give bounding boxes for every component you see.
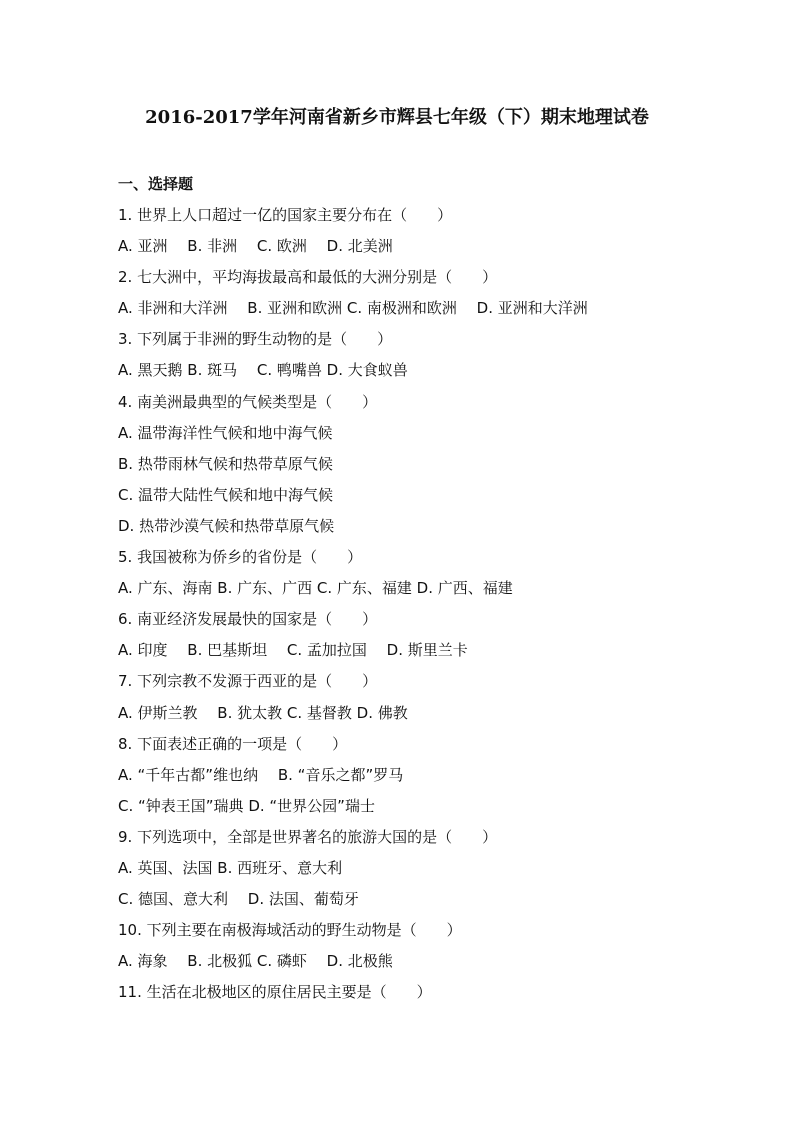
question-2: 2. 七大洲中，平均海拔最高和最低的大洲分别是（ ） <box>118 268 498 287</box>
exam-title: 2016-2017学年河南省新乡市辉县七年级（下）期末地理试卷 <box>145 107 649 128</box>
question-3-options: A. 黑天鹅 B. 斑马 C. 鸭嘴兽 D. 大食蚁兽 <box>118 361 408 380</box>
question-8-options-ab: A. “千年古都”维也纳 B. “音乐之都”罗马 <box>118 765 404 784</box>
question-9-options-cd: C. 德国、意大利 D. 法国、葡萄牙 <box>118 890 359 909</box>
question-8: 8. 下面表述正确的一项是（ ） <box>118 734 348 753</box>
question-3: 3. 下列属于非洲的野生动物的是（ ） <box>118 330 393 349</box>
question-9: 9. 下列选项中，全部是世界著名的旅游大国的是（ ） <box>118 827 498 846</box>
question-10: 10. 下列主要在南极海域活动的野生动物是（ ） <box>118 921 462 940</box>
question-4-option-b: B. 热带雨林气候和热带草原气候 <box>118 454 333 473</box>
question-1-options: A. 亚洲 B. 非洲 C. 欧洲 D. 北美洲 <box>118 237 393 256</box>
question-4-option-d: D. 热带沙漠气候和热带草原气候 <box>118 516 335 535</box>
question-7: 7. 下列宗教不发源于西亚的是（ ） <box>118 672 378 691</box>
question-8-options-cd: C. “钟表王国”瑞典 D. “世界公园”瑞士 <box>118 796 375 815</box>
question-11: 11. 生活在北极地区的原住居民主要是（ ） <box>118 983 432 1002</box>
question-7-options: A. 伊斯兰教 B. 犹太教 C. 基督教 D. 佛教 <box>118 703 408 722</box>
question-5: 5. 我国被称为侨乡的省份是（ ） <box>118 548 363 567</box>
question-5-options: A. 广东、海南 B. 广东、广西 C. 广东、福建 D. 广西、福建 <box>118 579 513 598</box>
section-heading: 一、选择题 <box>118 175 194 193</box>
question-4-option-c: C. 温带大陆性气候和地中海气候 <box>118 485 334 504</box>
question-10-options: A. 海象 B. 北极狐 C. 磷虾 D. 北极熊 <box>118 952 393 971</box>
question-6: 6. 南亚经济发展最快的国家是（ ） <box>118 610 378 629</box>
question-list <box>118 203 718 1011</box>
question-9-options-ab: A. 英国、法国 B. 西班牙、意大利 <box>118 858 343 877</box>
question-2-options: A. 非洲和大洋洲 B. 亚洲和欧洲 C. 南极洲和欧洲 D. 亚洲和大洋洲 <box>118 299 588 318</box>
question-4: 4. 南美洲最典型的气候类型是（ ） <box>118 392 378 411</box>
question-1: 1. 世界上人口超过一亿的国家主要分布在（ ） <box>118 206 453 224</box>
question-4-option-a: A. 温带海洋性气候和地中海气候 <box>118 423 333 442</box>
question-6-options: A. 印度 B. 巴基斯坦 C. 孟加拉国 D. 斯里兰卡 <box>118 641 468 660</box>
